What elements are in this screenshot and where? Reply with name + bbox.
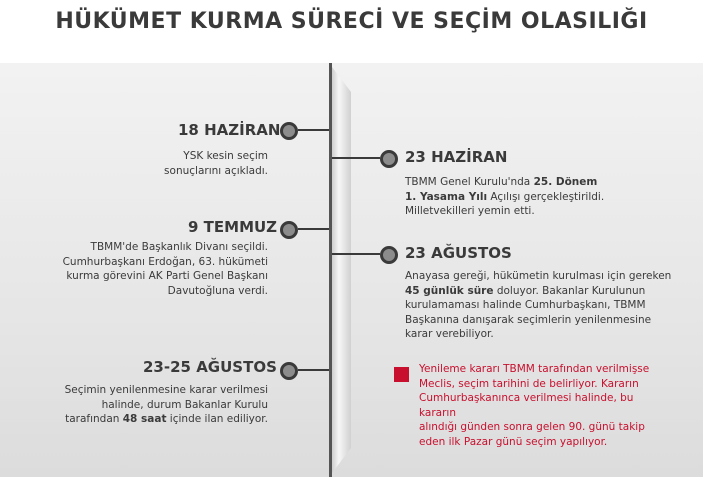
desc-line: Cumhurbaşkanı Erdoğan, 63. hükümeti <box>62 255 268 268</box>
timeline-connector <box>298 129 329 131</box>
note-line: alındığı günden sonra gelen 90. günü takip <box>419 421 645 433</box>
note-line: Cumhurbaşkanınca verilmesi halinde, bu kararın <box>419 392 634 419</box>
desc-text: Açılışı gerçekleştirildi. <box>487 190 605 203</box>
election-note <box>419 362 659 449</box>
timeline-dot-icon <box>380 150 398 168</box>
desc-text: TBMM Genel Kurulu'nda <box>405 176 534 188</box>
desc-line: TBMM'de Başkanlık Divanı seçildi. <box>90 241 268 253</box>
desc-line <box>405 190 665 205</box>
event-description-23-25-agustos <box>60 383 268 427</box>
timeline-dot-icon <box>280 221 298 239</box>
note-line: eden ilk Pazar günü seçim yapılıyor. <box>419 435 608 448</box>
desc-line: Başkanına danışarak seçimlerin yenilenmesine <box>405 313 652 326</box>
desc-text: doluyor. Bakanlar Kurulunun <box>493 284 646 297</box>
desc-text: tarafından <box>65 413 123 425</box>
desc-bold: 48 saat <box>122 413 167 425</box>
timeline-dot-icon <box>280 362 298 380</box>
event-description-23-agustos <box>405 269 685 342</box>
timeline-dot-icon <box>380 246 398 264</box>
desc-line: kurulamaması halinde Cumhurbaşkanı, TBMM <box>405 299 646 311</box>
desc-line: Anayasa gereği, hükümetin kurulması için gereken <box>405 270 672 282</box>
timeline-connector <box>332 253 380 255</box>
note-marker-icon <box>394 367 409 382</box>
timeline-connector <box>298 228 329 230</box>
desc-line: Milletvekilleri yemin etti. <box>405 205 535 217</box>
event-description-18-haziran <box>150 149 268 178</box>
timeline-connector <box>332 157 380 159</box>
event-date-18-haziran: 18 HAZİRAN <box>178 121 281 139</box>
desc-bold: 1. Yasama Yılı <box>405 190 488 203</box>
event-description-9-temmuz <box>60 240 268 298</box>
note-line: Yenileme kararı TBMM tarafından verilmişse <box>419 363 650 375</box>
timeline-dot-icon <box>280 122 298 140</box>
desc-bold: 25. Dönem <box>533 176 598 188</box>
event-date-23-agustos: 23 AĞUSTOS <box>405 244 512 262</box>
desc-line: sonuçlarını açıkladı. <box>164 164 268 177</box>
timeline-spine <box>329 63 351 477</box>
event-date-23-25-agustos: 23-25 AĞUSTOS <box>143 358 277 376</box>
desc-line <box>405 284 685 299</box>
event-date-23-haziran: 23 HAZİRAN <box>405 148 508 166</box>
desc-line: kurma görevini AK Parti Genel Başkanı <box>66 270 268 282</box>
note-line: Meclis, seçim tarihini de belirliyor. Kararın <box>419 377 639 390</box>
desc-line: Davutoğluna verdi. <box>167 284 268 297</box>
timeline-connector <box>298 369 329 371</box>
desc-text: içinde ilan ediliyor. <box>166 413 268 425</box>
desc-line: halinde, durum Bakanlar Kurulu <box>101 398 268 411</box>
timeline-axis <box>329 63 332 477</box>
event-date-9-temmuz: 9 TEMMUZ <box>188 218 278 236</box>
desc-line: Seçimin yenilenmesine karar verilmesi <box>64 384 268 396</box>
page-title: HÜKÜMET KURMA SÜRECİ VE SEÇİM OLASILIĞI <box>55 9 648 34</box>
desc-line: YSK kesin seçim <box>183 150 268 162</box>
desc-bold: 45 günlük süre <box>405 284 494 297</box>
event-description-23-haziran <box>405 175 665 219</box>
desc-line <box>405 175 665 190</box>
desc-line: karar verebiliyor. <box>405 328 494 340</box>
desc-line <box>60 412 268 427</box>
